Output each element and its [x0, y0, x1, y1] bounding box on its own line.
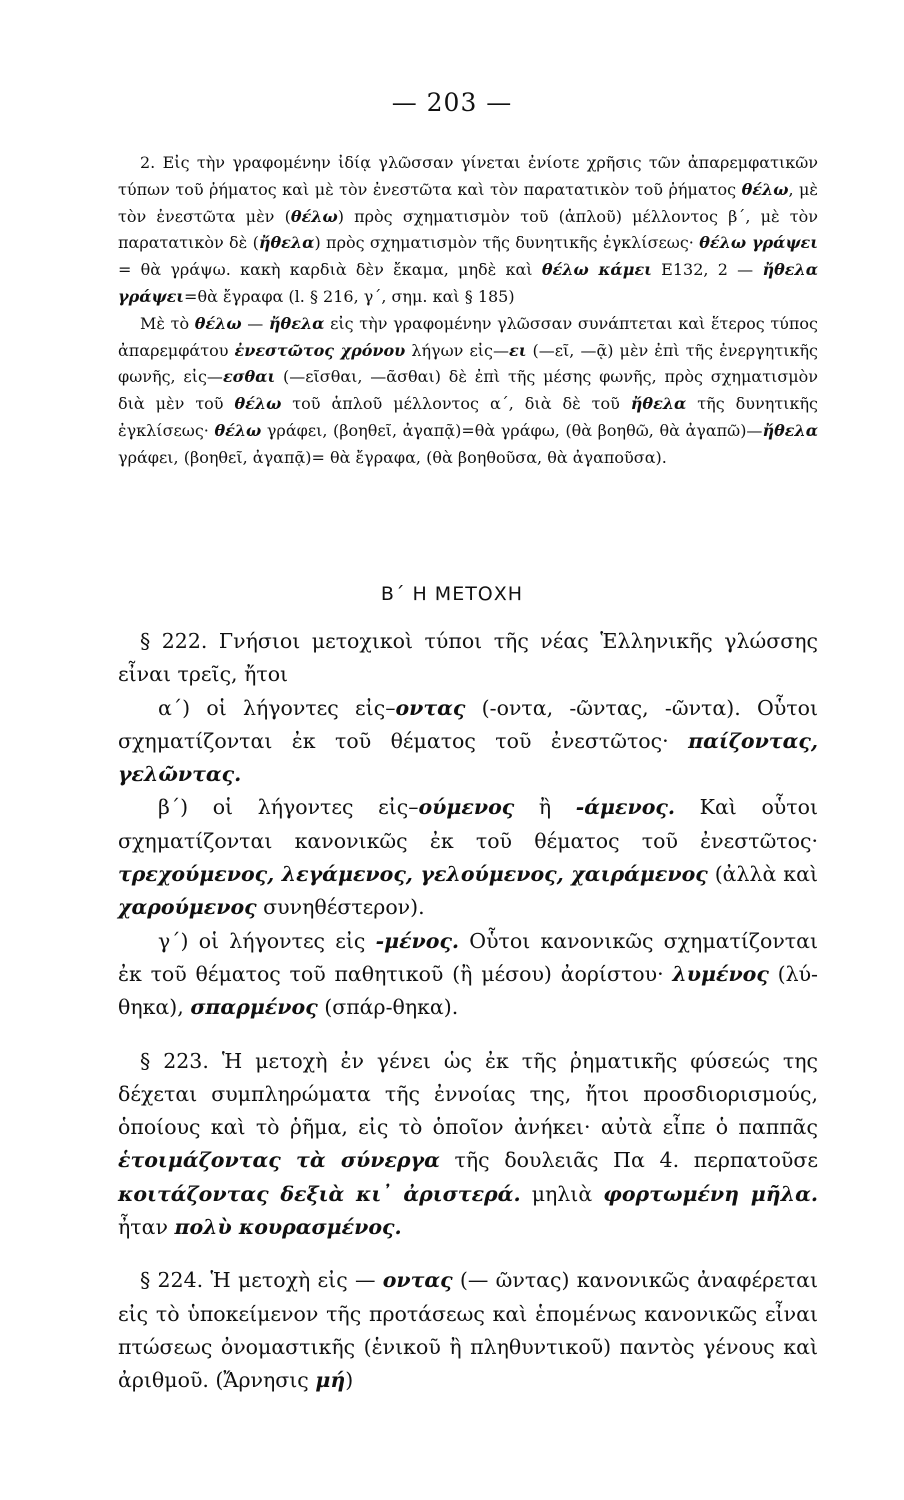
text-run: β΄) οἱ λήγοντες εἰς–: [158, 795, 419, 820]
text-run: § 224. Ἡ μετοχὴ εἰς —: [140, 1268, 383, 1293]
text-run: = θὰ γράψω. κακὴ καρδιὰ δὲν ἔκαμα, μηδὲ καὶ: [118, 260, 542, 280]
text-run: ): [345, 1368, 354, 1393]
emphasis-text: μή: [315, 1368, 346, 1393]
text-run: —: [241, 313, 269, 333]
emphasis-text: -μένος.: [375, 928, 460, 953]
text-run: (— ῶντας) κανονικῶς ἀναφέρεται εἰς τὸ ὑποκείμενον τῆς προτάσεως καὶ ἑπομένως κανονικῶς εἶναι πτώσεως ὀνομαστικῆς (ἑνικοῦ ἢ πληθυντικοῦ) παντὸς γένους καὶ ἀριθμοῦ. (Ἄρνησις: [118, 1268, 818, 1393]
emphasis-text: φορτωμένη μῆλα.: [603, 1181, 818, 1206]
emphasis-text: θέλω: [741, 179, 789, 199]
paragraph-224: [118, 1264, 818, 1397]
text-run: λήγων εἰς—: [405, 340, 509, 360]
text-run: γράφει, (βοηθεῖ, ἀγαπᾷ)= θὰ ἔγραφα, (θὰ βοηθοῦσα, θὰ ἀγαποῦσα).: [118, 447, 667, 467]
emphasis-text: ἤθελα: [630, 394, 687, 414]
emphasis-text: ούμενος: [418, 795, 515, 820]
text-run: (—εῖ, —ᾷ) μὲν ἐπὶ τῆς ἐνεργητικῆς φωνῆς, εἰς—: [118, 340, 819, 387]
text-run: τοῦ ἁπλοῦ μέλλοντος α΄, διὰ δὲ τοῦ: [281, 394, 631, 414]
paragraph-2: [118, 150, 818, 311]
text-run: § 223. Ἡ μετοχὴ ἐν γένει ὡς ἐκ τῆς ῥηματικῆς φύσεώς της δέχεται συμπληρώματα τῆς ἐννοίας της, ἤτοι προσδιορισμούς, ὁποίους καὶ τὸ ῥῆμα, εἰς τὸ ὁποῖον ἀνήκει· αὐτὰ εἶπε ὁ παππᾶς: [118, 1048, 818, 1140]
emphasis-text: παίζοντας, γελῶντας.: [118, 728, 818, 787]
paragraph-infinitive: [118, 311, 818, 472]
page-number: — 203 —: [391, 88, 513, 117]
text-run: γράφει, (βοηθεῖ, ἀγαπᾷ)=θὰ γράφω, (θὰ βοηθῶ, θὰ ἀγαπῶ)—: [261, 420, 763, 440]
text-run: α΄) οἱ λήγοντες εἰς–: [158, 695, 396, 720]
text-run: τῆς δυνητικῆς ἐγκλίσεως·: [118, 394, 818, 440]
text-run: ἢ: [514, 795, 576, 820]
text-run: μηλιὰ: [520, 1181, 604, 1206]
intro-block: [118, 150, 818, 472]
emphasis-text: ἑτοιμάζοντας τὰ σύνεργα: [118, 1148, 440, 1173]
emphasis-text: ἐνεστῶτος χρόνου: [234, 340, 406, 360]
text-run: (—εῖσθαι, —ᾶσθαι) δὲ ἐπὶ τῆς μέσης φωνῆς, πρὸς σχηματισμὸν διὰ μὲν τοῦ: [118, 367, 819, 414]
emphasis-text: θέλω: [290, 206, 338, 226]
emphasis-text: οντας: [382, 1268, 453, 1293]
emphasis-text: σπαρμένος: [190, 995, 318, 1020]
text-run: § 222. Γνήσιοι μετοχικοὶ τύποι τῆς νέας Ἑλληνικῆς γλώσσης εἶναι τρεῖς, ἤτοι: [118, 629, 818, 687]
text-run: συνηθέστερον).: [256, 895, 425, 920]
text-run: ) πρὸς σχηματισμὸν τοῦ (ἁπλοῦ) μέλλοντος β΄, μὲ τὸν παρατατικὸν δὲ (: [118, 206, 819, 253]
text-run: ἦταν: [118, 1215, 175, 1240]
paragraph-222-a: [118, 692, 818, 792]
emphasis-text: πολὺ κουρασμένος.: [174, 1215, 402, 1240]
text-run: Καὶ οὗτοι σχηματίζονται κανονικῶς ἐκ τοῦ θέματος τοῦ ἐνεστῶτος·: [118, 795, 818, 853]
paragraph-222-b: [118, 791, 818, 924]
text-run: Ε132, 2 —: [651, 260, 763, 280]
text-run: Οὗτοι κανονικῶς σχηματίζονται ἐκ τοῦ θέματος τοῦ παθητικοῦ (ἢ μέσου) ἀορίστου·: [118, 928, 819, 986]
text-run: (λύ-θηκα),: [118, 961, 818, 1020]
emphasis-text: θέλω γράψει: [699, 233, 819, 253]
text-run: (ἀλλὰ καὶ: [707, 862, 818, 887]
emphasis-text: -άμενος.: [575, 795, 676, 820]
emphasis-text: ἤθελα: [762, 420, 818, 440]
emphasis-text: ἤθελα γράψει: [118, 260, 818, 306]
text-run: (-οντα, -ῶντας, -ῶντα). Οὗτοι σχηματίζονται ἐκ τοῦ θέματος τοῦ ἐνεστῶτος·: [118, 695, 819, 753]
text-run: τῆς δουλειᾶς Πα 4. περπατοῦσε: [439, 1148, 818, 1173]
text-run: (σπάρ-θηκα).: [317, 995, 459, 1020]
emphasis-text: ἤθελα: [258, 233, 315, 253]
emphasis-text: οντας: [395, 695, 466, 720]
emphasis-text: θέλω κάμει: [541, 260, 652, 280]
emphasis-text: λυμένος: [672, 961, 769, 986]
text-run: 2. Εἰς τὴν γραφομένην ἰδίᾳ γλῶσσαν γίνεται ἐνίοτε χρῆσις τῶν ἀπαρεμφατικῶν τύπων τοῦ ῥήματος καὶ μὲ τὸν ἐνεστῶτα καὶ τὸν παρατατικὸν τοῦ ῥήματος: [118, 153, 818, 199]
text-run: Μὲ τὸ: [140, 313, 195, 333]
section-heading: Β΄ Η ΜΕΤΟΧΗ: [380, 583, 524, 605]
emphasis-text: θέλω: [234, 394, 282, 414]
emphasis-text: ει: [508, 340, 527, 360]
paragraph-222: [118, 625, 818, 692]
paragraph-222-c: [118, 925, 818, 1025]
text-run: εἰς τὴν γραφομένην γλῶσσαν συνάπτεται καὶ ἕτερος τύπος ἀπαρεμφάτου: [118, 313, 819, 360]
text-run: , μὲ τὸν ἐνεστῶτα μὲν (: [118, 179, 818, 226]
text-run: =θὰ ἔγραφα (l. § 216, γ΄, σημ. καὶ § 185): [184, 286, 515, 306]
emphasis-text: εσθαι: [222, 367, 276, 387]
text-run: γ΄) οἱ λήγοντες εἰς: [158, 928, 376, 953]
paragraph-223: [118, 1045, 818, 1245]
emphasis-text: θέλω: [214, 420, 262, 440]
emphasis-text: χαρούμενος: [118, 895, 257, 920]
text-run: ) πρὸς σχηματισμὸν τῆς δυνητικῆς ἐγκλίσεως·: [314, 233, 700, 253]
main-block: [118, 625, 818, 1398]
emphasis-text: κοιτάζοντας δεξιὰ κι᾿ ἀριστερά.: [118, 1181, 521, 1206]
emphasis-text: τρεχούμενος, λεγάμενος, γελούμενος, χαιράμενος: [118, 862, 708, 887]
emphasis-text: θέλω: [194, 313, 242, 333]
emphasis-text: ἤθελα: [268, 313, 325, 333]
